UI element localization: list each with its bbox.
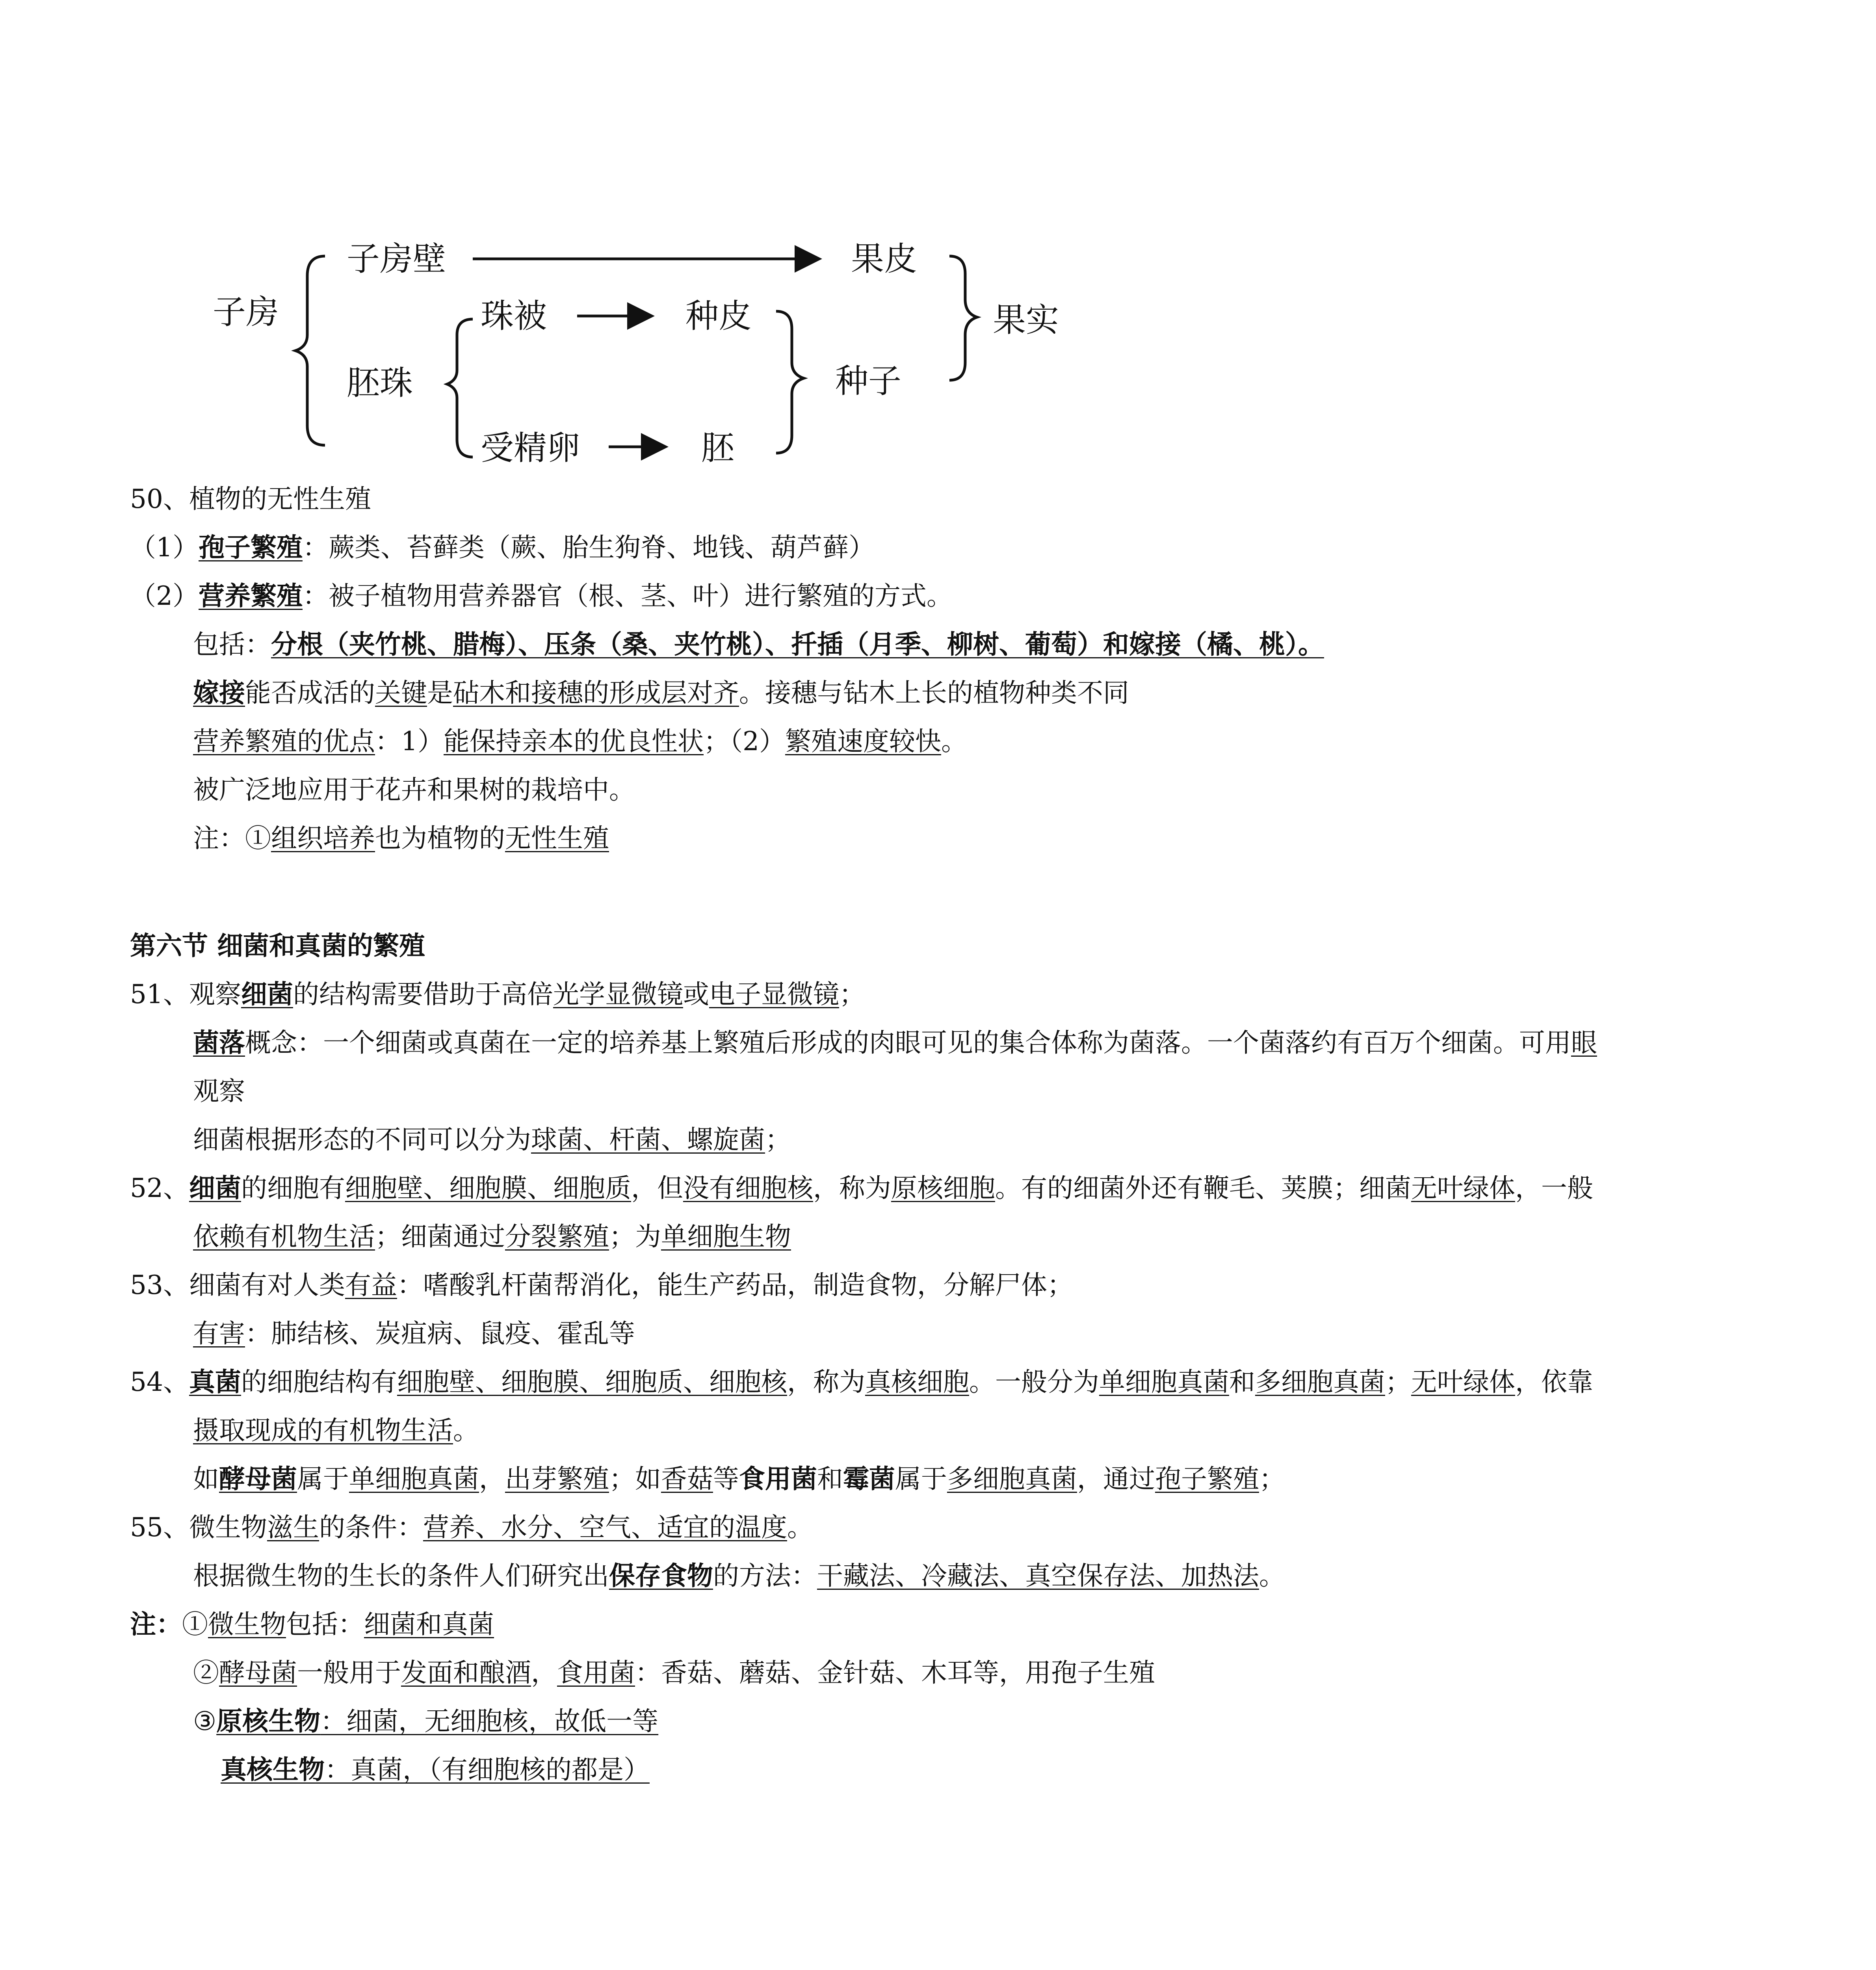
section-title	[130, 922, 1765, 970]
underlined-text: 单细胞真菌	[1099, 1367, 1229, 1397]
underlined-text: 繁殖速度较快	[785, 726, 941, 756]
item-50-line-3	[130, 620, 1765, 669]
underlined-text: 细胞壁、细胞膜、细胞质	[345, 1173, 631, 1203]
text: ，	[531, 1658, 557, 1688]
note-line-2	[130, 1648, 1765, 1697]
text: （2）	[130, 581, 199, 611]
text: ；细菌通过	[375, 1221, 505, 1252]
ovary-development-diagram	[189, 221, 1095, 489]
text: ③	[193, 1706, 217, 1736]
text: ：蕨类、苔藓类（蕨、胎生狗脊、地钱、葫芦藓）	[303, 532, 875, 563]
keyword: 孢子繁殖	[199, 532, 303, 563]
underlined-text: 有益	[345, 1270, 397, 1300]
underlined-text: 食用菌	[557, 1658, 635, 1688]
text: ；	[1385, 1367, 1411, 1397]
text: 的细胞有	[241, 1173, 345, 1203]
label-ovule: 胚珠	[347, 364, 413, 402]
item-50-line-1	[130, 523, 1765, 572]
item-51-line-2	[130, 1018, 1765, 1067]
underlined-text: 真核细胞	[865, 1367, 969, 1397]
text: 。接穗与钻木上长的植物种类不同	[739, 678, 1129, 708]
text: 。	[453, 1415, 479, 1446]
underlined-text: 能保持亲本的优良性状	[444, 726, 704, 756]
spacer	[130, 862, 1765, 922]
item-55-line-2	[130, 1552, 1765, 1600]
underlined-text: 单细胞真菌	[349, 1464, 479, 1494]
underlined-text: 分裂繁殖	[505, 1221, 609, 1252]
underlined-text: 砧木和接穗的形成层对齐	[453, 678, 739, 708]
underlined-text: 无叶绿体	[1411, 1367, 1515, 1397]
text: ①	[182, 1609, 208, 1639]
text: ：香菇、蘑菇、金针菇、木耳等，用孢子生殖	[635, 1658, 1155, 1688]
label-ovary: 子房	[213, 293, 279, 331]
underlined-text: 眼	[1571, 1028, 1597, 1058]
item-50-line-7	[130, 814, 1765, 862]
brace-ovary	[295, 256, 325, 445]
text: ，依靠	[1515, 1367, 1593, 1397]
item-52-line-1	[130, 1164, 1765, 1212]
text: 54、	[130, 1367, 189, 1397]
underlined-text: 酵母菌	[219, 1658, 297, 1688]
text: 。	[1259, 1561, 1285, 1591]
underlined-text: 关键	[375, 678, 427, 708]
text: ，通过	[1077, 1464, 1155, 1494]
text: 。有的细菌外还有鞭毛、荚膜；细菌	[995, 1173, 1411, 1203]
document-body	[130, 475, 1765, 1794]
keyword: 霉菌	[843, 1463, 895, 1494]
note-label: 注：	[130, 1609, 182, 1639]
keyword: 分根（夹竹桃、腊梅）、压条（桑、夹竹桃）、扦插（月季、柳树、葡萄）和嫁接（橘、桃）。	[271, 629, 1324, 660]
text: 51、观察	[130, 979, 241, 1009]
text: 概念：一个细菌或真菌在一定的培养基上繁殖后形成的肉眼可见的集合体称为菌落。一个菌落约有百万个细菌。可用	[245, 1028, 1571, 1058]
item-52-line-2	[130, 1212, 1765, 1261]
keyword: 菌落	[193, 1027, 245, 1058]
text: ，一般	[1515, 1173, 1593, 1203]
label-embryo: 胚	[701, 429, 735, 467]
text: 等	[713, 1464, 739, 1494]
item-50-line-5	[130, 717, 1765, 766]
brace-ovule	[447, 319, 473, 457]
keyword: 酵母菌	[219, 1463, 297, 1494]
label-pericarp: 果皮	[851, 240, 918, 278]
underlined-text: 有害	[193, 1318, 245, 1349]
keyword: 嫁接	[193, 677, 245, 708]
underlined-text: 干藏法、冷藏法、真空保存法、加热法	[817, 1561, 1259, 1591]
underlined-text: 多细胞真菌	[947, 1464, 1077, 1494]
item-51-line-3	[130, 1067, 1765, 1115]
text: 和	[1229, 1367, 1255, 1397]
text: ：1）	[375, 726, 444, 756]
text: （1）	[130, 532, 199, 563]
item-54-line-2	[130, 1406, 1765, 1455]
text: 或	[683, 979, 709, 1009]
underlined-text: 没有细胞核	[683, 1173, 813, 1203]
underlined-text: 多细胞真菌	[1255, 1367, 1385, 1397]
item-51-line-4	[130, 1115, 1765, 1164]
underlined-text: 营养繁殖的优点	[193, 726, 375, 756]
text: 53、细菌有对人类	[130, 1270, 345, 1300]
text: 。一般分为	[969, 1367, 1099, 1397]
text: ；（2）	[704, 726, 785, 756]
text: ；	[765, 1124, 791, 1155]
underlined-text: 球菌、杆菌、螺旋菌	[531, 1124, 765, 1155]
item-54-line-3	[130, 1455, 1765, 1503]
text: 55、微生物	[130, 1512, 267, 1543]
note-line-1	[130, 1600, 1765, 1648]
text: ：肺结核、炭疽病、鼠疫、霍乱等	[245, 1318, 635, 1349]
text: 包括：	[286, 1609, 364, 1639]
note-line-3	[130, 1697, 1765, 1745]
text: ；	[839, 979, 865, 1009]
item-50-line-2	[130, 572, 1765, 620]
item-53-line-1	[130, 1261, 1765, 1309]
text: 的结构需要借助于高倍	[293, 979, 553, 1009]
text: ；	[1259, 1464, 1285, 1494]
text: ；如	[609, 1464, 661, 1494]
text: ②	[193, 1658, 219, 1688]
text: 52、	[130, 1173, 189, 1203]
label-ovary-wall: 子房壁	[347, 240, 446, 278]
text: 被广泛地应用于花卉和果树的栽培中。	[193, 775, 635, 805]
item-51-line-1	[130, 970, 1765, 1018]
text: ，称为	[787, 1367, 865, 1397]
label-seed: 种子	[835, 362, 902, 400]
text: 根据微生物的生长的条件人们研究出	[193, 1561, 609, 1591]
brace-seed	[776, 311, 804, 453]
underlined-text: 细胞壁、细胞膜、细胞质、细胞核	[397, 1367, 787, 1397]
underlined-text: 组织培养	[271, 823, 375, 853]
note-line-4	[130, 1745, 1765, 1794]
label-integument: 珠被	[481, 297, 547, 335]
text: 能否成活的	[245, 678, 375, 708]
text: ，	[479, 1464, 505, 1494]
item-55-line-1	[130, 1503, 1765, 1552]
brace-fruit	[949, 256, 977, 380]
keyword: 营养繁殖	[199, 580, 303, 611]
text: ，称为	[813, 1173, 891, 1203]
diagram-connectors	[189, 221, 1095, 489]
underlined-text: 光学显微镜	[553, 979, 683, 1009]
text: 第六节 细菌和真菌的繁殖	[130, 930, 425, 961]
underlined-text: 摄取现成的有机物生活	[193, 1415, 453, 1446]
text: 细菌根据形态的不同可以分为	[193, 1124, 531, 1155]
item-53-line-2	[130, 1309, 1765, 1358]
item-50-line-4	[130, 669, 1765, 717]
text: ，但	[631, 1173, 683, 1203]
text: 包括：	[193, 629, 271, 660]
underlined-text: 微生物	[208, 1609, 286, 1639]
keyword: 保存食物	[609, 1560, 713, 1591]
keyword: 真核生物	[221, 1754, 325, 1785]
text: 的条件：	[319, 1512, 423, 1543]
underlined-text: 滋生	[267, 1512, 319, 1543]
underlined-text: 依赖有机物生活	[193, 1221, 375, 1252]
underlined-text: 发面和酿酒	[401, 1658, 531, 1688]
keyword: 原核生物	[216, 1706, 321, 1736]
text: 属于	[895, 1464, 947, 1494]
label-seed-coat: 种皮	[685, 297, 752, 335]
text: 。	[941, 726, 967, 756]
text: ；为	[609, 1221, 661, 1252]
text: ：嗜酸乳杆菌帮消化，能生产药品，制造食物，分解尸体；	[397, 1270, 1073, 1300]
text: 观察	[193, 1076, 245, 1106]
keyword: 真菌	[189, 1366, 241, 1397]
text: 。	[787, 1512, 813, 1543]
item-50-title	[130, 475, 1765, 523]
underlined-text: 电子显微镜	[709, 979, 839, 1009]
underlined-text: 无性生殖	[505, 823, 609, 853]
text: ：被子植物用营养器官（根、茎、叶）进行繁殖的方式。	[303, 581, 953, 611]
underlined-text: ：真菌，（有细胞核的都是）	[325, 1754, 650, 1785]
label-fruit: 果实	[993, 301, 1059, 339]
text: 如	[193, 1464, 219, 1494]
text: 属于	[297, 1464, 349, 1494]
keyword: 细菌	[241, 979, 293, 1009]
item-54-line-1	[130, 1358, 1765, 1406]
underlined-text: 孢子繁殖	[1155, 1464, 1259, 1494]
text: 50、植物的无性生殖	[130, 484, 371, 514]
underlined-text: 单细胞生物	[661, 1221, 791, 1252]
text: 注：①	[193, 823, 271, 853]
underlined-text: ：细菌，无细胞核，故低一等	[320, 1706, 659, 1736]
keyword: 细菌	[189, 1173, 241, 1203]
text: 是	[427, 678, 453, 708]
keyword: 食用菌	[739, 1463, 817, 1494]
text: 的细胞结构有	[241, 1367, 397, 1397]
underlined-text: 原核细胞	[891, 1173, 995, 1203]
text: 的方法：	[713, 1561, 817, 1591]
underlined-text: 出芽繁殖	[505, 1464, 609, 1494]
text: 也为植物的	[375, 823, 505, 853]
underlined-text: 细菌和真菌	[364, 1609, 494, 1639]
text: 一般用于	[297, 1658, 401, 1688]
item-50-line-6	[130, 766, 1765, 814]
underlined-text: 营养、水分、空气、适宜的温度	[423, 1512, 787, 1543]
text: 和	[817, 1464, 843, 1494]
label-fertilized-egg: 受精卵	[481, 429, 580, 467]
underlined-text: 无叶绿体	[1411, 1173, 1515, 1203]
underlined-text: 香菇	[661, 1464, 713, 1494]
